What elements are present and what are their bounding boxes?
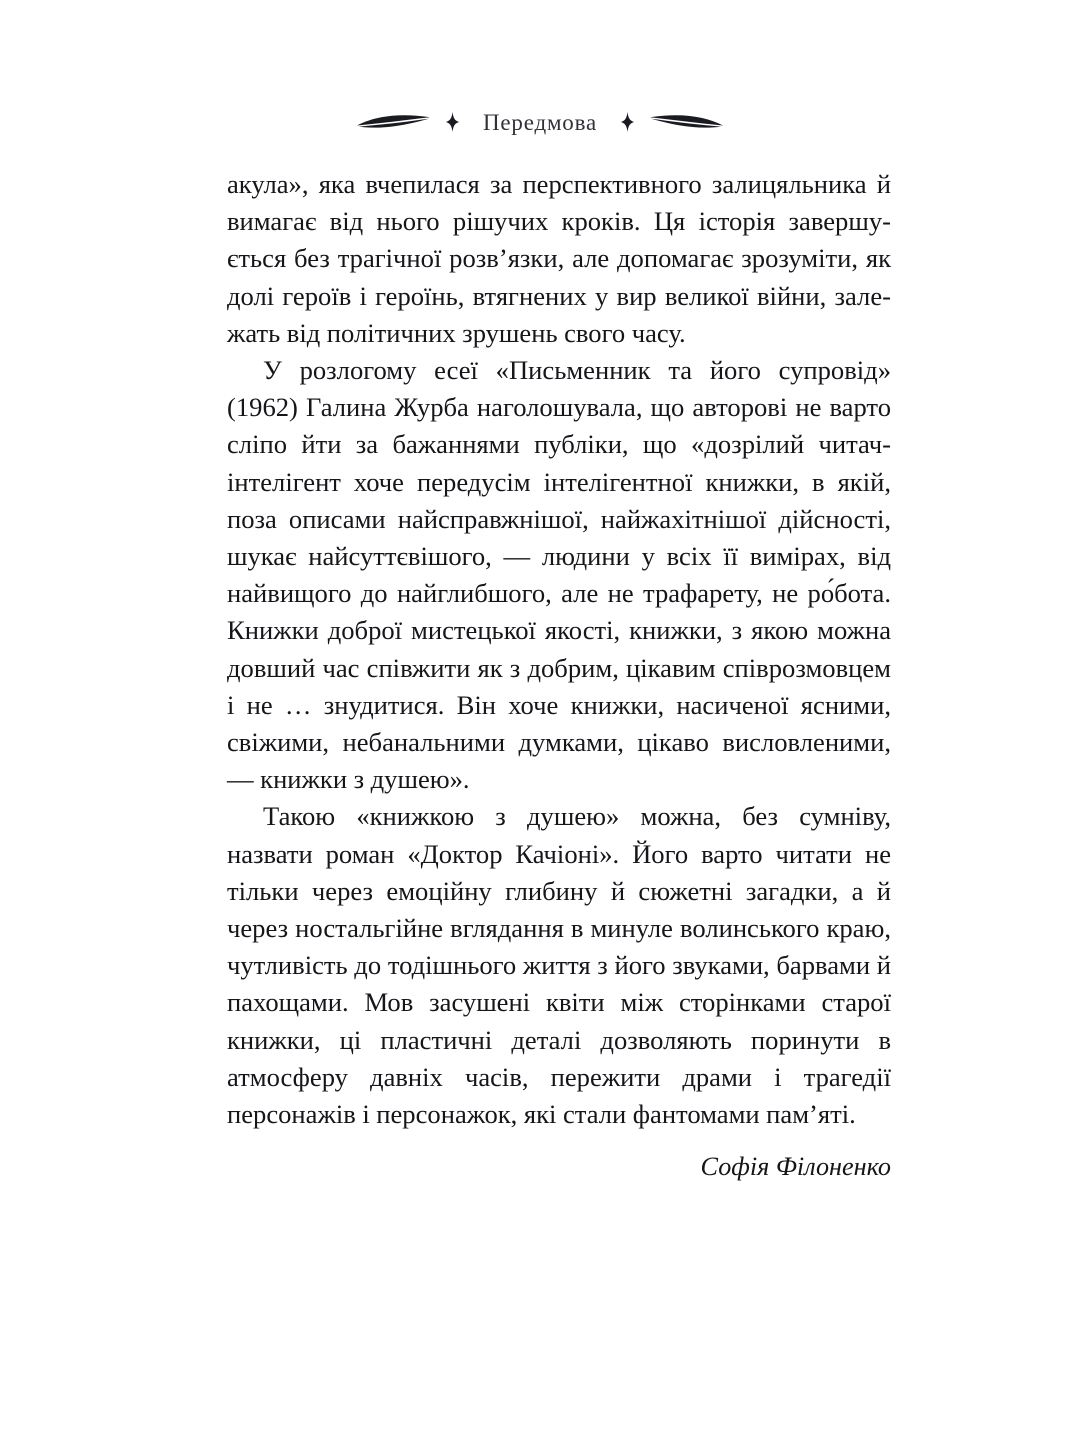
running-head xyxy=(0,102,1080,142)
four-pointed-star-icon xyxy=(445,111,460,133)
running-head-title: Передмова xyxy=(483,109,597,135)
leaf-ornament-icon xyxy=(648,111,724,133)
four-pointed-star-icon xyxy=(620,111,635,133)
author-signature: Софія Філоненко xyxy=(700,1152,891,1182)
leaf-ornament-icon xyxy=(356,111,432,133)
paragraph-continued: акула», яка вчепилася за перспективного залицяльника й вимагає від нього рішучих кроків. Ця історія завершується без трагічної розв’язки, але допомагає зрозуміти, як долі героїв і героїнь, втягнених у вир великої війни, залежать від політичних зрушень свого часу. xyxy=(227,169,891,348)
body-text-block xyxy=(227,166,891,1185)
paragraph-essay: У розлогому есеї «Письменник та його супровід» (1962) Галина Журба наголошувала, що авторові не варто сліпо йти за бажаннями публіки, що «дозрілий читач-інтелігент хоче передусім інтелігентної книжки, в якій, поза описами найсправжнішої, найжахітнішої дійсності, шукає найсуттєвішого, — людини у всіх її вимірах, від найвищого до найглибшого, але не трафарету, не ро́бота. Книжки доброї мистецької якості, книжки, з якою можна довший час співжити як з добрим, цікавим співрозмовцем і не … знудитися. Він хоче книжки, насиченої ясними, свіжими, небанальними думками, цікаво висловленими, — книжки з душею». xyxy=(227,355,891,795)
paragraph-novel: Такою «книжкою з душею» можна, без сумніву, назвати роман «Доктор Качіоні». Його варто читати не тільки через емоційну глибину й сюжетні загадки, а й через ностальгійне вглядання в минуле волинського краю, чутливість до тодішнього життя з його звуками, барвами й пахощами. Мов засушені квіти між сторінками старої книжки, ці пластичні деталі дозволяють поринути в атмосферу давніх часів, пережити драми і трагедії персонажів і персонажок, які стали фантомами пам’яті. xyxy=(227,801,891,1130)
